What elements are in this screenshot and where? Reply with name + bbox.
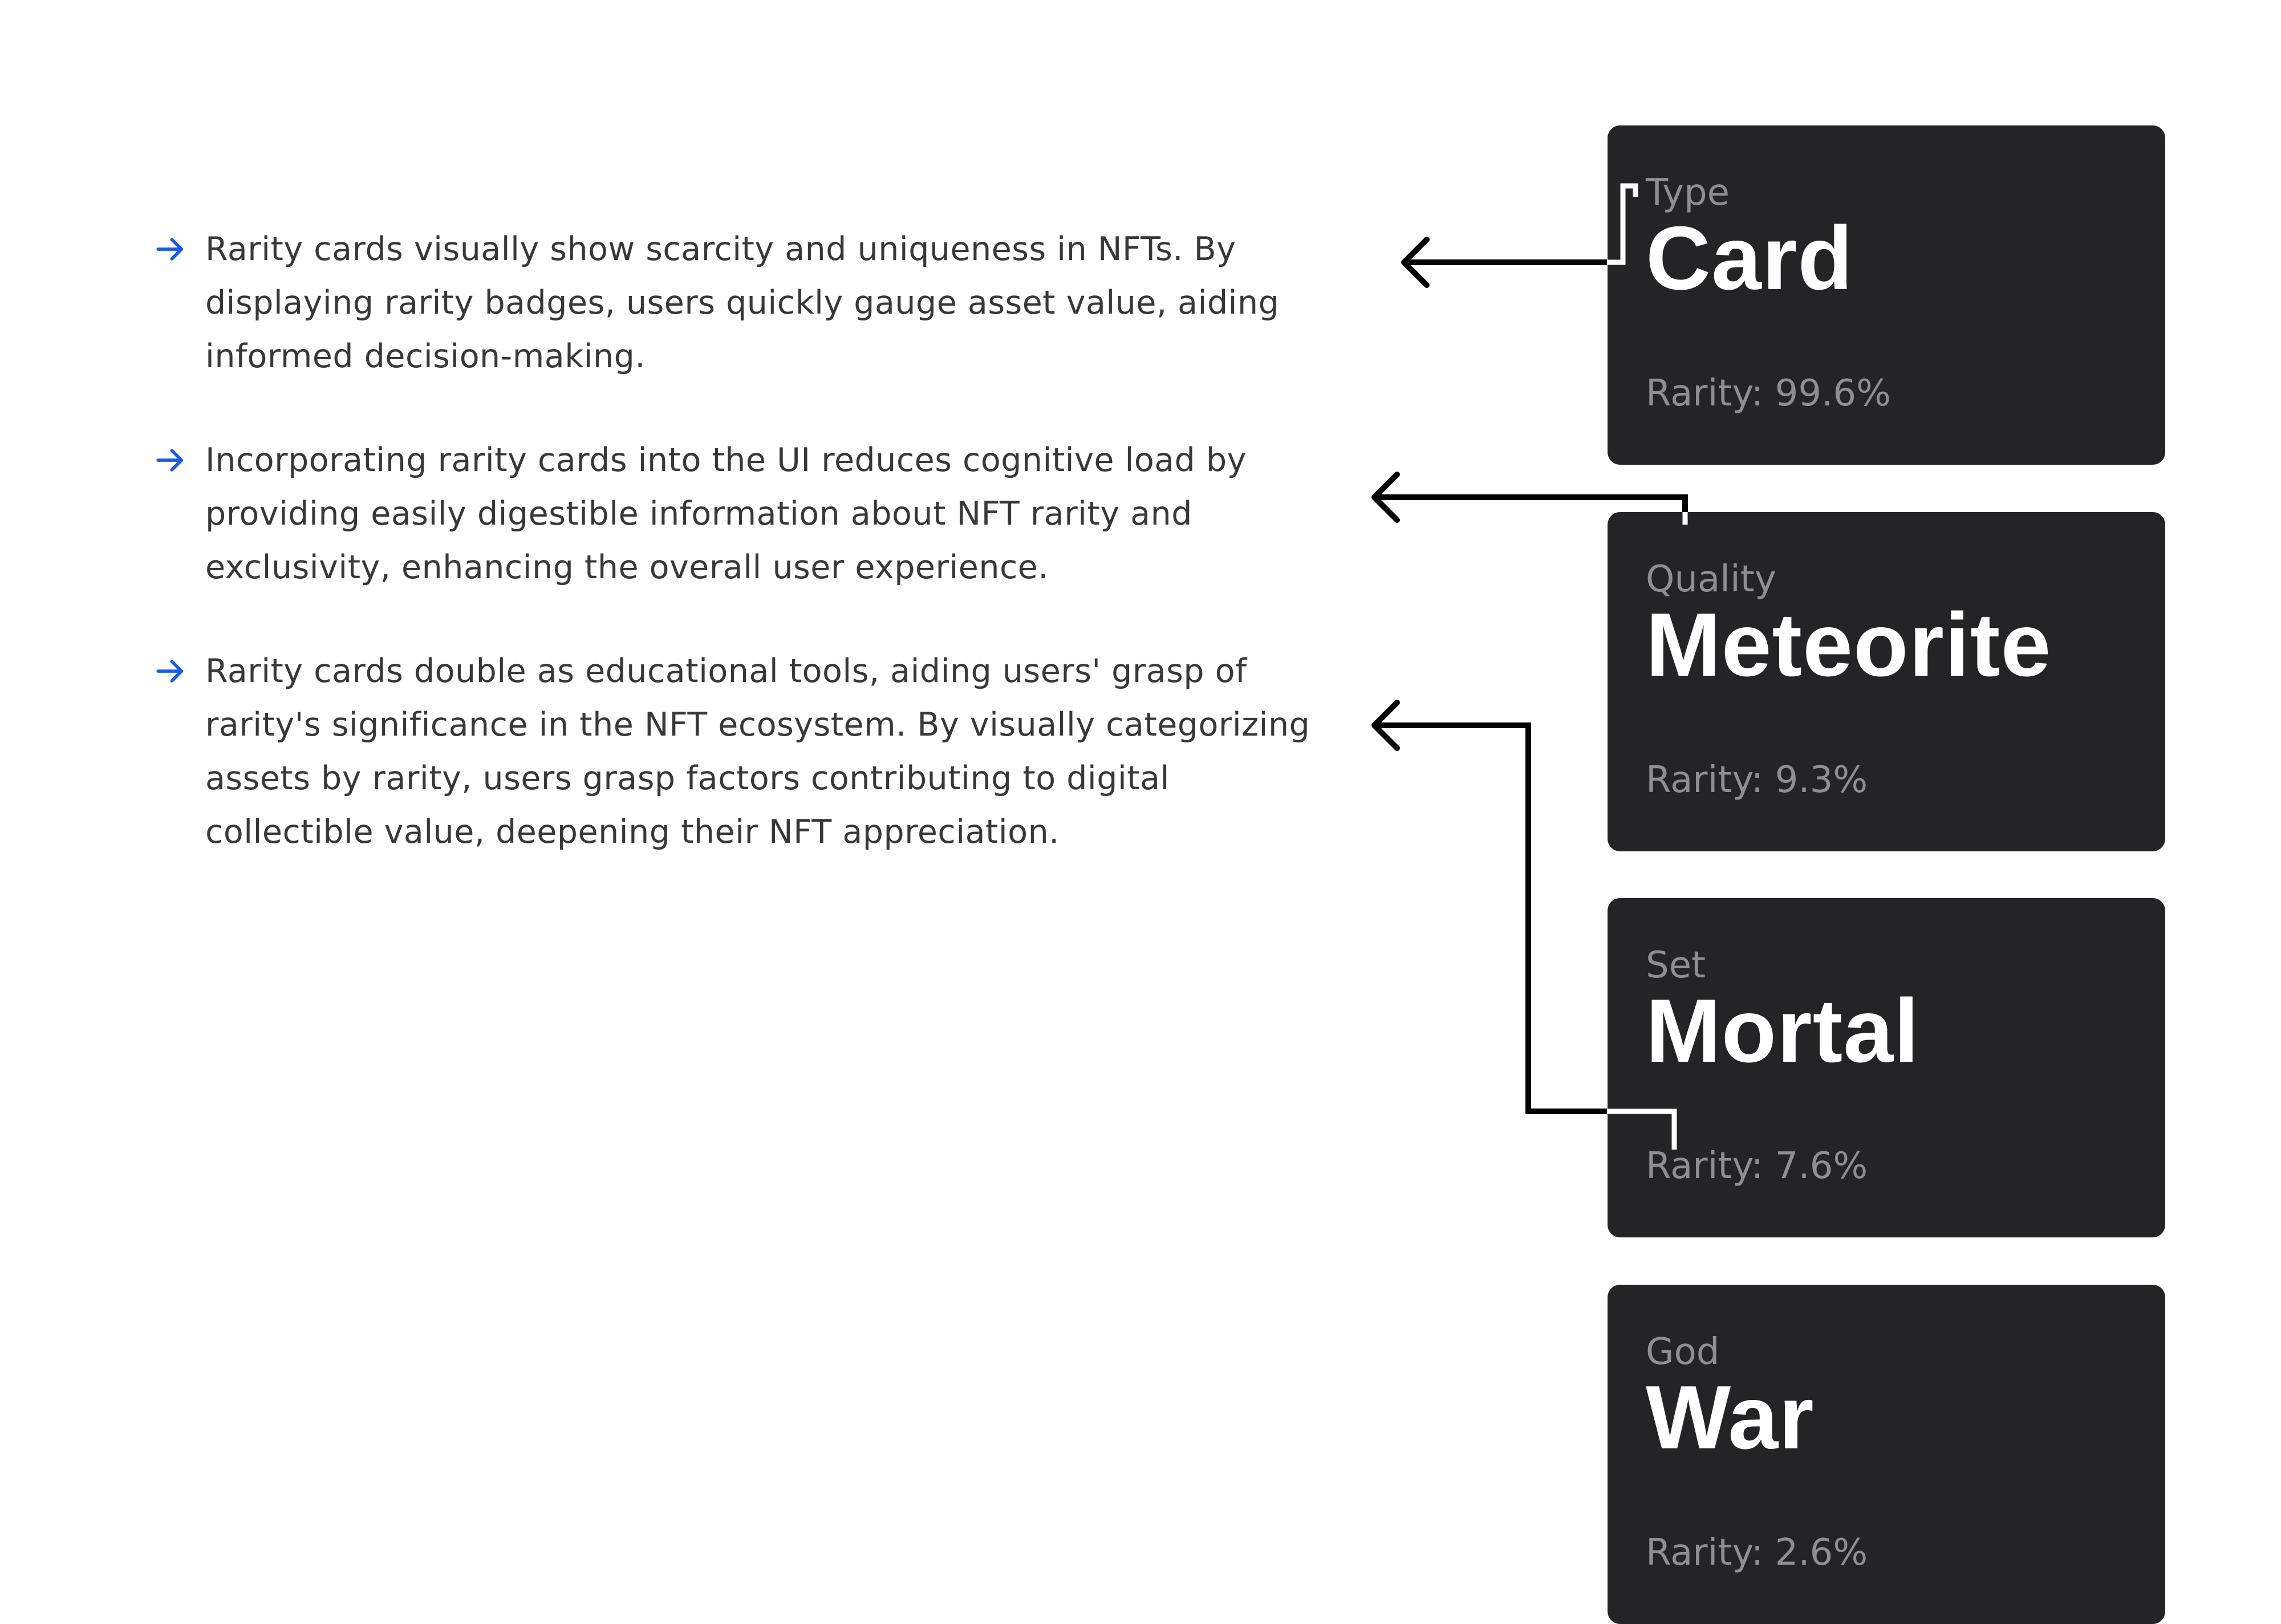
arrow-right-icon <box>154 655 187 688</box>
card-category-label: Set <box>1646 944 1706 986</box>
card-rarity-value: Rarity: 9.3% <box>1646 759 1868 801</box>
card-title: Meteorite <box>1646 595 2052 695</box>
annotation-item-quality <box>154 433 1340 594</box>
connector-type <box>1404 186 1635 285</box>
rarity-card-type <box>1608 125 2165 465</box>
annotation-text: Incorporating rarity cards into the UI reduces cognitive load by providing easily digestible information about NFT rarity and exclusivity, enhancing the overall user experience. <box>205 441 1247 586</box>
arrow-right-icon <box>154 444 187 477</box>
annotation-text: Rarity cards visually show scarcity and uniqueness in NFTs. By displaying rarity badges, users quickly gauge asset value, aiding informed decision-making. <box>205 230 1280 375</box>
card-category-label: Quality <box>1646 558 1776 600</box>
card-title: Mortal <box>1646 981 1919 1081</box>
annotation-item-set <box>154 644 1340 859</box>
card-rarity-value: Rarity: 2.6% <box>1646 1532 1868 1574</box>
card-title: Card <box>1646 208 1853 308</box>
annotation-list <box>154 222 1340 909</box>
rarity-card-quality <box>1608 512 2165 851</box>
card-category-label: Type <box>1646 172 1730 214</box>
rarity-card-god <box>1608 1285 2165 1624</box>
card-rarity-value: Rarity: 99.6% <box>1646 372 1891 415</box>
card-category-label: God <box>1646 1331 1720 1373</box>
card-rarity-value: Rarity: 7.6% <box>1646 1145 1868 1187</box>
rarity-card-set <box>1608 898 2165 1237</box>
annotation-item-type <box>154 222 1340 383</box>
annotation-text: Rarity cards double as educational tools, aiding users' grasp of rarity's significance in the NFT ecosystem. By visually categorizing assets by rarity, users grasp factors contributing to digital collectible value, deepening their NFT appreciation. <box>205 652 1310 851</box>
card-title: War <box>1646 1367 1815 1468</box>
arrow-right-icon <box>154 233 187 266</box>
